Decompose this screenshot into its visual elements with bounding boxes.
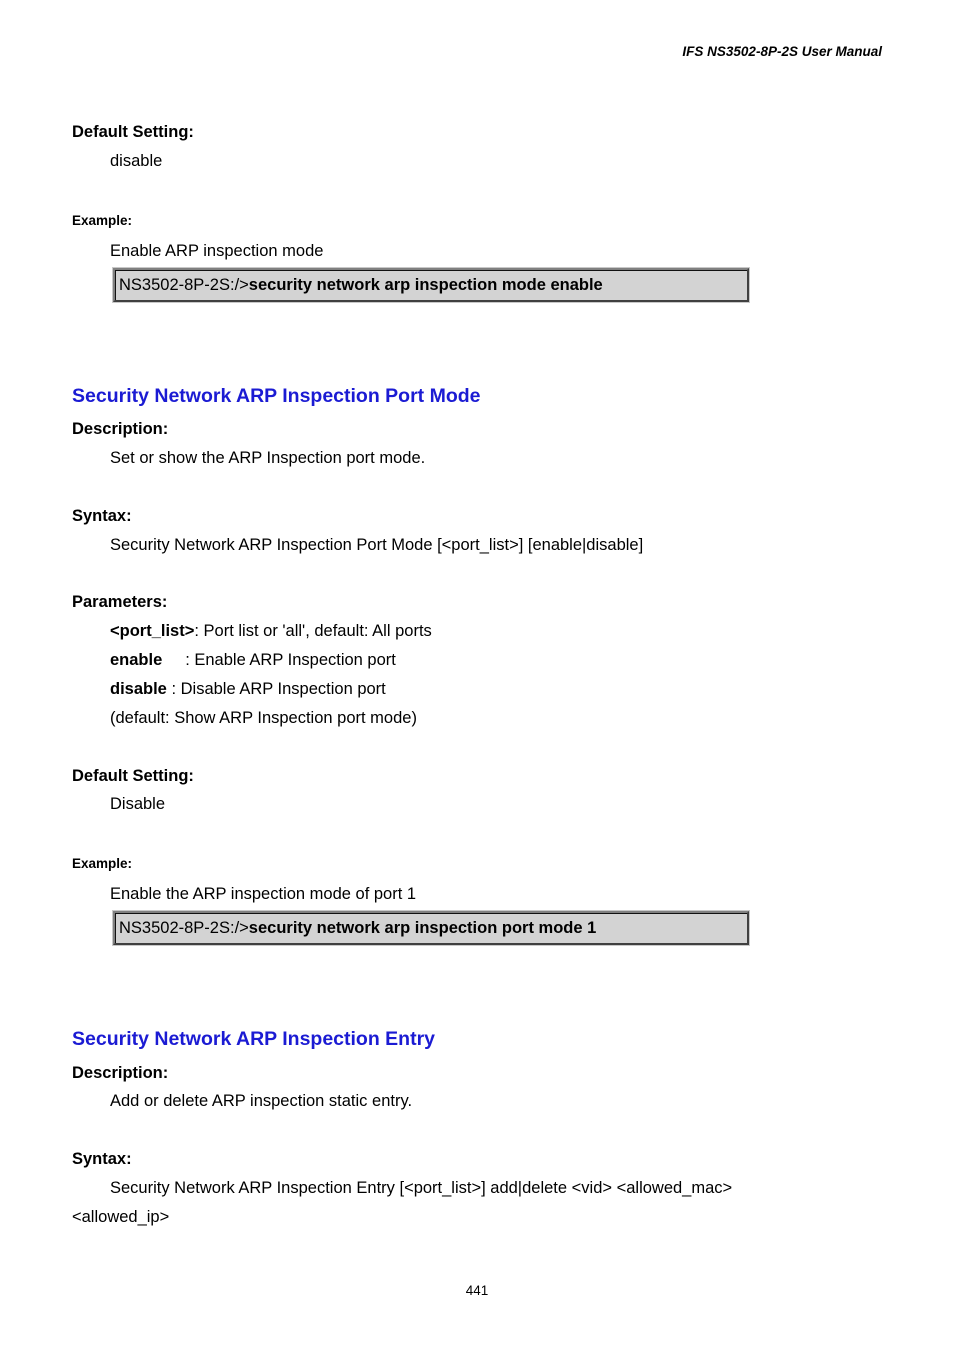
syntax-label: Syntax: bbox=[72, 1150, 132, 1168]
syntax-label: Syntax: bbox=[72, 507, 132, 525]
parameter-disable: disable : Disable ARP Inspection port bbox=[110, 680, 386, 698]
section-title-entry: Security Network ARP Inspection Entry bbox=[72, 1028, 436, 1050]
default-setting-label: Default Setting: bbox=[72, 767, 194, 785]
command-example-box bbox=[113, 268, 749, 302]
default-setting-label: Default Setting: bbox=[72, 123, 194, 141]
parameter-enable: enable : Enable ARP Inspection port bbox=[110, 651, 396, 669]
description-text: Set or show the ARP Inspection port mode. bbox=[110, 449, 426, 467]
command-example-box bbox=[113, 911, 749, 945]
example-label: Example: bbox=[72, 213, 133, 228]
section-title-port-mode: Security Network ARP Inspection Port Mode bbox=[72, 385, 481, 407]
default-setting-value: disable bbox=[110, 152, 163, 170]
syntax-text: Security Network ARP Inspection Entry [<port_list>] add|delete <vid> <allowed_mac> bbox=[110, 1179, 733, 1197]
command-text: security network arp inspection mode enable bbox=[248, 276, 603, 294]
example-description: Enable ARP inspection mode bbox=[110, 242, 324, 260]
syntax-text-continued: <allowed_ip> bbox=[72, 1208, 170, 1226]
example-description: Enable the ARP inspection mode of port 1 bbox=[110, 885, 417, 903]
parameter-port-list: <port_list>: Port list or 'all', default: All ports bbox=[110, 622, 432, 640]
running-header: IFS NS3502-8P-2S User Manual bbox=[682, 44, 882, 59]
parameters-label: Parameters: bbox=[72, 593, 168, 611]
syntax-text: Security Network ARP Inspection Port Mode [<port_list>] [enable|disable] bbox=[110, 536, 644, 554]
default-setting-value: Disable bbox=[110, 795, 166, 813]
description-label: Description: bbox=[72, 1064, 169, 1082]
command-text: security network arp inspection port mode 1 bbox=[248, 919, 597, 937]
description-label: Description: bbox=[72, 420, 169, 438]
command-prompt: NS3502-8P-2S:/> bbox=[119, 276, 249, 294]
description-text: Add or delete ARP inspection static entry. bbox=[110, 1092, 413, 1110]
example-label: Example: bbox=[72, 856, 133, 871]
page-number: 441 bbox=[465, 1283, 489, 1298]
command-prompt: NS3502-8P-2S:/> bbox=[119, 919, 249, 937]
parameters-note: (default: Show ARP Inspection port mode) bbox=[110, 709, 417, 727]
